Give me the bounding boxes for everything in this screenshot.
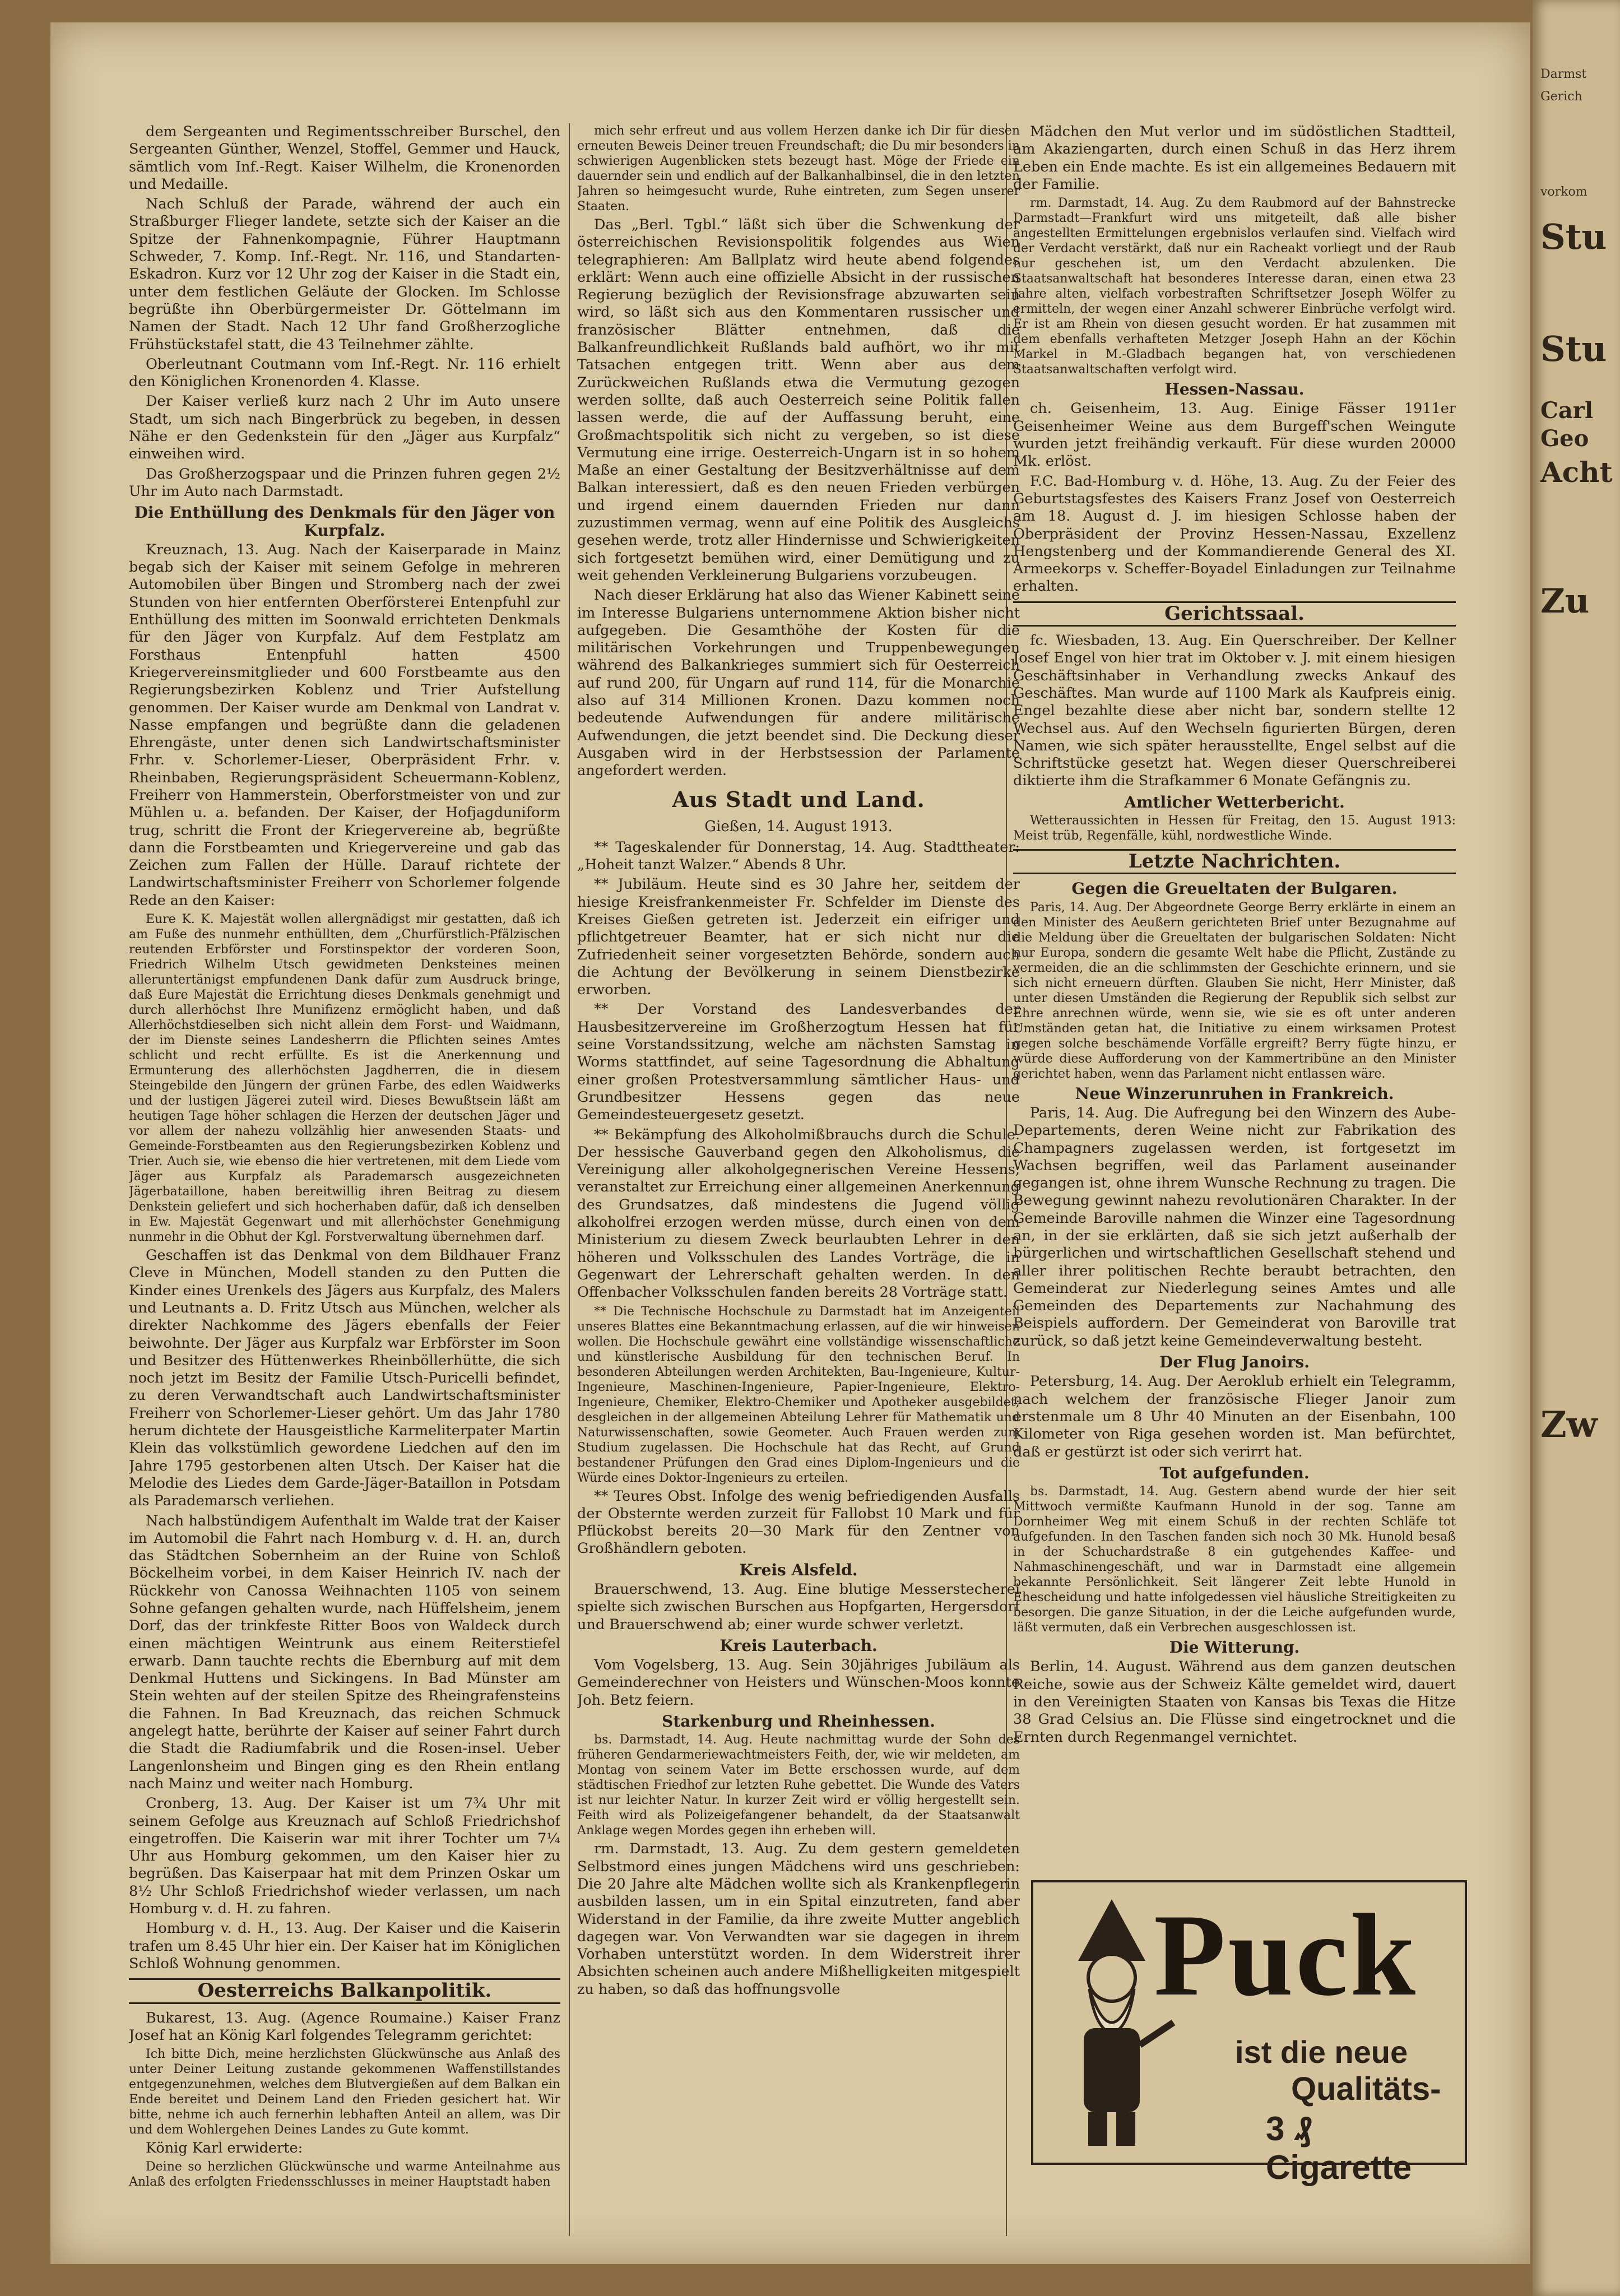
article-paragraph: mich sehr erfreut und aus vollem Herzen danke ich Dir für diesen erneuten Beweis Deiner treuen Freundschaft; die Du mir besonders in schwierigen Augenblicken stets bezeugt hast. Möge der Friede ein dauernder sein und endlich auf der Balkanhalbinsel, die in den letzten Jahren so heimgesucht wurde, Ruhe eintreten, zum Segen unserer Staaten.: [577, 124, 1020, 214]
article-subheading: Gegen die Greueltaten der Bulgaren.: [1071, 879, 1398, 898]
article-paragraph: Paris, 14. Aug. Die Aufregung bei den Winzern des Aube-Departements, deren Weine nicht zur Fabrikation des Champagners zugelassen werden, ist fortgesetzt im Wachsen begriffen, weil das Parlament auseinander gegangen ist, ohne ihrem Wunsche Rechnung zu tragen. Die Bewegung gewinnt nahezu revolutionären Charakter. In der Gemeinde Baroville nahmen die Winzer eine Tagesordnung an, in der sie erklärten, daß sie sich jetzt außerhalb der bürgerlichen und wirtschaftlichen Gesellschaft stehend und aller ihrer politischen Rechte beraubt betrachten, den Gemeinderat zur Niederlegung seines Amtes und alle Gemeinden des Departements zur Nachahmung des Beispiels auffordern. Der Gemeinderat von Baroville trat zurück, so daß jetzt keine Gemeindeverwaltung besteht.: [1013, 1104, 1456, 1349]
next-page-fragment: Stu: [1540, 216, 1607, 257]
article-paragraph: Nach Schluß der Parade, während der auch ein Straßburger Flieger landete, setzte sich der Kaiser an die Spitze der Fahnenkompagnie, Führer Hauptmann Schweder, 7. Komp. Inf.-Regt. Nr. 116, und Standarten-Eskadron. Kurz vor 12 Uhr zog der Kaiser in die Stadt ein, unter dem festlichen Geläute der Glocken. Im Schlosse begrüßte ihn Oberbürgermeister Dr. Göttelmann im Namen der Stadt. Nach 12 Uhr fand Großherzogliche Frühstückstafel statt, die 43 Teilnehmer zählte.: [129, 196, 560, 353]
section-heading: Oesterreichs Balkanpolitik.: [129, 1978, 560, 2003]
next-page-fragment: Zw: [1540, 1404, 1598, 1446]
article-paragraph: ch. Geisenheim, 13. Aug. Einige Fässer 1911er Geisenheimer Weine aus dem Burgeff'schen Weingute wurden jetzt freihändig verkauft. Für diese wurden 20000 Mk. erlöst.: [1013, 400, 1456, 470]
article-paragraph: Bukarest, 13. Aug. (Agence Roumaine.) Kaiser Franz Josef hat an König Karl folgendes Telegramm gerichtet:: [129, 2009, 560, 2044]
article-paragraph: Geschaffen ist das Denkmal von dem Bildhauer Franz Cleve in München, Modell standen zu den Putten die Kinder eines Urenkels des Jägers aus Kurpfalz, des Malers und Leutnants a. D. Fritz Utsch aus München, welcher als direkter Nachkomme des Jägers ebenfalls der Feier beiwohnte. Der Jäger aus Kurpfalz war Erbförster im Soon und Besitzer des Hüttenwerkes Rheinböllerhütte, die sich noch jetzt im Besitz der Familie Utsch-Puricelli befindet, zu deren Verwandtschaft auch Landwirtschaftsminister Freiherr von Schorlemer-Lieser gehört. Um das Jahr 1780 herum dichtete der Hausgeistliche Karmeliterpater Martin Klein das volkstümlich gewordene Liedchen auf den im Jahre 1795 gestorbenen alten Utsch. Der Kaiser hat die Melodie des Liedes dem Garde-Jäger-Bataillon in Potsdam als Parademarsch verliehen.: [129, 1247, 560, 1510]
article-paragraph: Mädchen den Mut verlor und im südöstlichen Stadtteil, am Akaziengarten, durch einen Schuß in das Herz ihrem Leben ein Ende machte. Es ist ein allgemeines Bedauern mit der Familie.: [1013, 123, 1456, 193]
article-paragraph: rm. Darmstadt, 13. Aug. Zu dem gestern gemeldeten Selbstmord eines jungen Mädchens wird uns geschrieben: Die 20 Jahre alte Mädchen wollte sich als Krankenpflegerin ausbilden lassen, um in ein Spital einzutreten, fand aber Widerstand in der Familie, da ihre zweite Mutter angeblich dagegen war. Von Verwandten war sie dagegen in ihrem Vorhaben unterstützt worden. In dem Widerstreit ihrer Absichten scheinen auch andere Mißhelligkeiten mitgespielt zu haben, so daß das hoffnungsvolle: [577, 1840, 1020, 1998]
article-paragraph: Nach dieser Erklärung hat also das Wiener Kabinett seine im Interesse Bulgariens unternommene Aktion bisher nicht aufgegeben. Die Gesamthöhe der Kosten für die militärischen Vorkehrungen und Truppenbewegungen während des Balkankrieges summiert sich für Oesterreich auf rund 200, für Ungarn auf rund 114, für die Monarchie also auf 314 Millionen Kronen. Dazu kommen noch bedeutende Aufwendungen für andere militärische Aufwendungen, die jetzt beendet sind. Die Deckung dieser Ausgaben wird in der Herbstsession der Parlamente angefordert werden.: [577, 587, 1020, 780]
ad-slogan: Qualitäts-: [1291, 2071, 1441, 2107]
article-paragraph: Petersburg, 14. Aug. Der Aeroklub erhielt ein Telegramm, nach welchem der französische Flieger Janoir zum erstenmale um 8 Uhr 40 Minuten an der Eisenbahn, 100 Kilometer von Riga gesehen worden ist. Man befürchtet, daß er gestürzt ist oder sich verirrt hat.: [1013, 1373, 1456, 1460]
article-paragraph: Homburg v. d. H., 13. Aug. Der Kaiser und die Kaiserin trafen um 8.45 Uhr hier ein. Der Kaiser hat im Königlichen Schloß Wohnung genommen.: [129, 1920, 560, 1972]
article-subheading: Hessen-Nassau.: [1164, 380, 1305, 399]
article-subheading: Neue Winzerunruhen in Frankreich.: [1075, 1084, 1394, 1103]
article-subheading: Der Flug Janoirs.: [1159, 1353, 1310, 1372]
section-heading: Aus Stadt und Land.: [672, 786, 925, 812]
next-page-fragment: vorkom: [1540, 185, 1587, 199]
next-page-fragment: Zu: [1540, 582, 1590, 621]
article-paragraph: Oberleutnant Coutmann vom Inf.-Regt. Nr. 116 erhielt den Königlichen Kronenorden 4. Klasse.: [129, 355, 560, 391]
ad-slogan: ist die neue: [1235, 2034, 1408, 2070]
dateline: Gießen, 14. August 1913.: [704, 818, 893, 835]
adjacent-page-edge: [1533, 0, 1620, 2296]
section-heading: Amtlicher Wetterbericht.: [1124, 792, 1345, 811]
article-paragraph: ** Jubiläum. Heute sind es 30 Jahre her, seitdem der hiesige Kreisfrankenmeister Fr. Schfelder im Dienste des Kreises Gießen getreten ist. Jederzeit ein eifriger und pflichtgetreuer Beamter, hat er sich nicht nur die Zufriedenheit seiner vorgesetzten Behörde, sondern auch die Achtung der Bevölkerung in seinem Dienstbezirke erworben.: [577, 876, 1020, 999]
article-subheading: Starkenburg und Rheinhessen.: [662, 1712, 935, 1731]
article-paragraph: Wetteraussichten in Hessen für Freitag, den 15. August 1913: Meist trüb, Regenfälle, kühl, nordwestliche Winde.: [1013, 814, 1456, 843]
column-rule: [569, 123, 570, 2236]
article-paragraph: Brauerschwend, 13. Aug. Eine blutige Messerstecherei spielte sich zwischen Burschen aus Hopfgarten, Hergersdorf und Brauerschwend ab; einer wurde schwer verletzt.: [577, 1581, 1020, 1633]
article-paragraph: Vom Vogelsberg, 13. Aug. Sein 30jähriges Jubiläum als Gemeinderechner von Heisters und Wünschen-Moos konnte Joh. Betz feiern.: [577, 1657, 1020, 1709]
column-2: [577, 123, 1020, 2236]
next-page-fragment: Acht: [1540, 456, 1613, 489]
next-page-fragment: Carl: [1540, 397, 1594, 424]
column-1: [129, 123, 560, 2236]
article-subheading: Kreis Lauterbach.: [720, 1636, 878, 1655]
article-paragraph: König Karl erwiderte:: [146, 2140, 303, 2157]
column-3: [1013, 123, 1456, 1872]
article-paragraph: ** Bekämpfung des Alkoholmißbrauchs durch die Schule. Der hessische Gauverband gegen den Alkoholismus, die Vereinigung aller alkoholgegnerischen Vereine Hessens, veranstaltet zur Erreichung einer allgemeinen Anerkennung des Grundsatzes, daß mindestens die Jugend völlig alkoholfrei erzogen werden müsse, durch einen von dem Ministerium zu diesem Zweck beurlaubten Lehrer in den höheren und Volksschulen des Landes Vorträge, die in Gegenwart der Lehrerschaft gehalten werden. In den Offenbacher Volksschulen fanden bereits 28 Vorträge statt.: [577, 1126, 1020, 1301]
article-paragraph: Paris, 14. Aug. Der Abgeordnete George Berry erklärte in einem an den Minister des Aeußern gerichteten Brief unter Bezugnahme auf die Meldung über die Greueltaten der bulgarischen Soldaten: Nicht nur Europa, sondern die gesamte Welt habe die Pflicht, Zustände zu vermeiden, die an die schlimmsten der Geschichte erinnern, und sie sich nicht erneuern dürften. Glauben Sie nicht, Herr Minister, daß unter diesen Umständen die Regierung der Republik sich selbst zur Ehre anrechnen würde, wenn sie, wie sie es oft unter anderen Umständen getan hat, die Initiative zu einem wirksamen Protest gegen solche beschämende Vorfälle ergreift? Berry fügte hinzu, er würde diese Aufforderung von der Kammertribüne an den Minister gerichtet haben, wenn das Parlament nicht entlassen wäre.: [1013, 900, 1456, 1081]
article-subheading: Die Enthüllung des Denkmals für den Jäger von Kurpfalz.: [134, 503, 555, 540]
next-page-fragment: Gerich: [1540, 90, 1582, 104]
article-paragraph: Cronberg, 13. Aug. Der Kaiser ist um 7¾ Uhr mit seinem Gefolge aus Kreuznach auf Schloß Friedrichshof eingetroffen. Die Kaiserin war mit ihrer Tochter um 7¼ Uhr aus Homburg gekommen, um den Kaiser hier zu begrüßen. Das Kaiserpaar hat mit dem Prinzen Oskar um 8½ Uhr Schloß Friedrichshof wieder verlassen, um nach Homburg v. d. H. zu fahren.: [129, 1795, 560, 1918]
article-paragraph: Das Großherzogspaar und die Prinzen fuhren gegen 2½ Uhr im Auto nach Darmstadt.: [129, 465, 560, 500]
section-heading: Gerichtssaal.: [1013, 601, 1456, 627]
article-paragraph: Deine so herzlichen Glückwünsche und warme Anteilnahme aus Anlaß des erfolgten Friedensschlusses in meiner Hauptstadt haben: [129, 2160, 560, 2190]
article-subheading: Die Witterung.: [1169, 1638, 1300, 1657]
section-heading: Letzte Nachrichten.: [1013, 849, 1456, 874]
next-page-fragment: Darmst: [1540, 67, 1587, 81]
cigarette-advertisement: [1031, 1880, 1467, 2186]
article-subheading: Kreis Alsfeld.: [739, 1560, 858, 1579]
next-page-fragment: Geo: [1540, 425, 1589, 452]
article-paragraph: bs. Darmstadt, 14. Aug. Heute nachmittag wurde der Sohn des früheren Gendarmeriewachtmeisters Feith, der, wie wir meldeten, am Montag von seinem Vater im Bette erschossen wurde, auf dem städtischen Friedhof zur letzten Ruhe gebettet. Die Wunde des Vaters ist nur leichter Natur. In kurzer Zeit wird er völlig hergestellt sein. Feith wird als Polizeigefangener behandelt, da der Staatsanwalt Anklage wegen Mordes gegen ihn erheben will.: [577, 1733, 1020, 1838]
article-paragraph: bs. Darmstadt, 14. Aug. Gestern abend wurde der hier seit Mittwoch vermißte Kaufmann Hunold in der sog. Tanne am Dornheimer Weg mit einem Schuß in der rechten Schläfe tot aufgefunden. In den Taschen fanden sich noch 30 Mk. Hunold besaß in der Schuchardstraße 8 ein gutgehendes Kaffee- und Nahmaschinengeschäft, und war in Darmstadt eine allgemein bekannte Persönlichkeit. Seit längerer Zeit lebte Hunold in Ehescheidung und hatte infolgedessen viel häusliche Streitigkeiten zu besorgen. Die ganze Situation, in der die Leiche aufgefunden wurde, läßt vermuten, daß ein Verbrechen ausgeschlossen ist.: [1013, 1485, 1456, 1635]
article-paragraph: Das „Berl. Tgbl.“ läßt sich über die Schwenkung der österreichischen Revisionspolitik folgendes aus Wien telegraphieren: Am Ballplatz wird heute abend folgendes erklärt: Wenn auch eine offizielle Absicht in der russischen Regierung bezüglich der Revisionsfrage abzuwarten sein wird, so läßt sich aus den Kommentaren russischer und französischer Blätter entnehmen, daß die Balkanfreundlichkeit Rußlands bald aufhört, wo ihr mit Tatsachen entgegen tritt. Wenn aber aus dem Zurückweichen Rußlands etwa die Vermutung gezogen werden sollte, daß auch Oesterreich seine Politik fallen lassen werde, die auf der Auffassung beruht, eine Großmachtspolitik sich nicht zu vergeben, so ist diese Vermutung eine irrige. Oesterreich-Ungarn ist in so hohem Maße an einer Gestaltung der Besitzverhältnisse auf dem Balkan interessiert, daß es den neuen Frieden verbürgen und irgend einem dauernden Frieden nur dann zuzustimmen vermag, wenn auf eine Politik des Ausgleichs gesehen werde, trotz aller Hindernisse und Schwierigkeiten sich fortgesetzt bemühen wird, einer Demütigung und zu weit gehenden Verkleinerung Bulgariens vorzubeugen.: [577, 216, 1020, 584]
article-paragraph: rm. Darmstadt, 14. Aug. Zu dem Raubmord auf der Bahnstrecke Darmstadt—Frankfurt wird uns mitgeteilt, daß alle bisher angestellten Ermittelungen ergebnislos verlaufen sind. Vielfach wird der Verdacht verstärkt, daß nur ein Racheakt vorliegt und der Raub nur geschehen ist, um den Verdacht abzulenken. Die Staatsanwaltschaft hat besonderes Interesse daran, einen etwa 23 Jahre alten, vielfach vorbestraften Schriftsetzer Joseph Wölfer zu ermitteln, der wegen einer Anzahl schwerer Einbrüche verfolgt wird. Er ist am Rhein von diesen gesucht worden. Er hat zusammen mit dem ebenfalls verhafteten Metzger Joseph Hahn an der Köchin Markel in M.-Gladbach begangen hat, von verschiedenen Staatsanwaltschaften verfolgt wird.: [1013, 196, 1456, 377]
article-paragraph: fc. Wiesbaden, 13. Aug. Ein Querschreiber. Der Kellner Josef Engel von hier trat im Oktober v. J. mit einem hiesigen Geschäftsinhaber in Verhandlung zwecks Ankauf des Geschäftes. Man wurde auf 1100 Mark als Kaufpreis einig. Engel bezahlte diese aber nicht bar, sondern stellte 12 Wechsel aus. Auf den Wechseln figurierten Bürgen, deren Namen, wie sich später herausstellte, Engel selbst auf die Schriftstücke gesetzt hat. Wegen dieser Querschreiberei diktierte ihm die Strafkammer 6 Monate Gefängnis zu.: [1013, 632, 1456, 790]
article-paragraph: dem Sergeanten und Regimentsschreiber Burschel, den Sergeanten Günther, Wenzel, Stoffel, Gemmer und Hauck, sämtlich vom Inf.-Regt. Kaiser Wilhelm, die Kronenorden und Medaille.: [129, 123, 560, 193]
article-paragraph: ** Die Technische Hochschule zu Darmstadt hat im Anzeigenteil unseres Blattes eine Bekanntmachung erlassen, auf die wir hinweisen wollen. Die Hochschule gewährt eine vollständige wissenschaftliche und künstlerische Ausbildung für den technischen Beruf. In besonderen Abteilungen werden Architekten, Bau-Ingenieure, Kultur-Ingenieure, Maschinen-Ingenieure, Papier-Ingenieure, Elektro-Ingenieure, Chemiker, Elektro-Chemiker und Apotheker ausgebildet; desgleichen in der allgemeinen Abteilung Lehrer für Mathematik und Naturwissenschaften, sowie Geometer. Auch Frauen werden zum Studium zugelassen. Die Hochschule hat das Recht, auf Grund bestandener Prüfungen den Grad eines Diplom-Ingenieurs und die Würde eines Doktor-Ingenieurs zu erteilen.: [577, 1304, 1020, 1485]
article-paragraph: Der Kaiser verließ kurz nach 2 Uhr im Auto unsere Stadt, um sich nach Bingerbrück zu begeben, in dessen Nähe er den Gedenkstein für den „Jäger aus Kurpfalz“ einweihen wird.: [129, 393, 560, 463]
article-paragraph: ** Teures Obst. Infolge des wenig befriedigenden Ausfalls der Obsternte werden zurzeit für Fallobst 10 Mark und für Pflückobst bereits 20—30 Mark für den Zentner von Großhändlern geboten.: [577, 1487, 1020, 1557]
article-paragraph: Berlin, 14. August. Während aus dem ganzen deutschen Reiche, sowie aus der Schweiz Kälte gemeldet wird, dauert in den Vereinigten Staaten von Kansas bis Texas die Hitze 38 Grad Celsius an. Die Flüsse sind eingetrocknet und die Ernten durch Regenmangel vernichtet.: [1013, 1658, 1456, 1746]
article-paragraph: Kreuznach, 13. Aug. Nach der Kaiserparade in Mainz begab sich der Kaiser mit seinem Gefolge in mehreren Automobilen über Bingen und Stromberg nach der zwei Stunden von hier entfernten Oberförsterei Entenpfuhl zur Enthüllung des mitten im Soonwald errichteten Denkmals für den Jäger von Kurpfalz. Auf dem Festplatz am Forsthaus Entenpfuhl hatten 4500 Kriegervereinsmitglieder und 600 Forstbeamte aus den Regierungsbezirken Koblenz und Trier Aufstellung genommen. Der Kaiser wurde am Denkmal von Landrat v. Nasse empfangen und begrüßte dann die geladenen Ehrengäste, unter denen sich Landwirtschaftsminister Frhr. v. Schorlemer-Lieser, Oberpräsident Frhr. v. Rheinbaben, Regierungspräsident Scheuermann-Koblenz, Freiherr von Hammerstein, Oberforstmeister von und zur Mühlen u. a. befanden. Der Kaiser, der Hofjagduniform trug, schritt die Front der Kriegervereine ab, begrüßte dann die Forstbeamten und Kriegervereine und gab das Zeichen zum Fallen der Hülle. Darauf richtete der Landwirtschaftsminister Freiherr von Schorlemer folgende Rede an den Kaiser:: [129, 541, 560, 909]
article-paragraph: F.C. Bad-Homburg v. d. Höhe, 13. Aug. Zu der Feier des Geburtstagsfestes des Kaisers Franz Josef von Oesterreich am 18. August d. J. im hiesigen Schlosse haben der Oberpräsident der Provinz Hessen-Nassau, Exzellenz Hengstenberg und der Kommandierende General des XI. Armeekorps v. Scheffer-Boyadel Einladungen zur Teilnahme erhalten.: [1013, 472, 1456, 595]
article-paragraph: ** Tageskalender für Donnerstag, 14. Aug. Stadttheater: „Hoheit tanzt Walzer.“ Abends 8 Uhr.: [577, 838, 1020, 874]
ad-slogan: 3 ₰ Cigarette: [1266, 2110, 1412, 2186]
article-paragraph: Ich bitte Dich, meine herzlichsten Glückwünsche aus Anlaß des unter Deiner Leitung zustande gekommenen Waffenstillstandes entgegenzunehmen, welches dem Blutvergießen auf dem Balkan ein Ende bereitet und Deinem Land den Frieden gesichert hat. Wir bitte, nehme ich auch fernerhin lebhaften Anteil an allem, was Dir und dem Wohlergehen Deines Landes zu Gute kommt.: [129, 2047, 560, 2137]
article-paragraph: Nach halbstündigem Aufenthalt im Walde trat der Kaiser im Automobil die Fahrt nach Homburg v. d. H. an, durch das Städtchen Sobernheim an der Ruine von Schloß Böckelheim vorbei, in dem Kaiser Heinrich IV. nach der Rückkehr von Canossa Weihnachten 1105 von seinem Sohne gefangen gehalten wurde, nach Hüffelsheim, jenem Dorf, das der trinkfeste Ritter Boos von Waldeck durch einen mächtigen Weintrunk aus einem Reiterstiefel erwarb. Dann tauchte rechts die Ebernburg auf mit dem Denkmal Huttens und Sickingens. In Bad Münster am Stein wehten auf der steilen Spitze des Rheingrafensteins die Fahnen. In Bad Kreuznach, das reichen Schmuck angelegt hatte, berührte der Kaiser auf seiner Fahrt durch die Stadt die Radiumfabrik und die Rosen-insel. Ueber Langenlonsheim und Bingen ging es den Rhein entlang nach Mainz und weiter nach Homburg.: [129, 1512, 560, 1792]
article-paragraph: ** Der Vorstand des Landesverbandes der Hausbesitzervereine im Großherzogtum Hessen hat für seine Vorstandssitzung, welche am nächsten Samstag in Worms stattfindet, auf seine Tagesordnung die Abhaltung einer großen Protestversammlung sämtlicher Haus- und Grundbesitzer Hessens gegen das neue Gemeindesteuergesetz gesetzt.: [577, 1001, 1020, 1124]
article-subheading: Tot aufgefunden.: [1159, 1463, 1310, 1482]
ad-brand-name: Puck: [1154, 1890, 1418, 2020]
article-paragraph: Eure K. K. Majestät wollen allergnädigst mir gestatten, daß ich am Fuße des nunmehr enthüllten, dem „Churfürstlich-Pfälzischen reutenden Erbförster und Forstinspektor der vorderen Soon, Friedrich Wilhelm Utsch gewidmeten Denksteines meinen alleruntertänigst empfundenen Dank dafür zum Ausdruck bringe, daß Eure Majestät die Errichtung dieses Denkmals genehmigt und durch allerhöchst Ihre Munifizenz ermöglicht haben, und daß Allerhöchstdieselben sich nicht allein dem Forst- und Waidmann, der im Dienste seines Landesherrn die Pflichten seines Amtes schlicht und recht erfüllte. Es ist die Anerkennung und Ermunterung des allerhöchsten Jagdherren, die in diesem Steingebilde den Jüngern der grünen Farbe, des edlen Waidwerks und der lustigen Jägerei zuteil wird. Dieses Bewußtsein läßt am heutigen Tage höher schlagen die Herzen der deutschen Jäger und vor allem der nahezu vollzählig hier anwesenden Staats- und Gemeinde-Forstbeamten aus den Regierungsbezirken Koblenz und Trier. Auch sie, wie ebenso die hier vertretenen, mit dem Liede vom Jäger aus Kurpfalz als Parademarsch ausgezeichneten Jägerbataillone, haben bereitwillig ihren Beitrag zu diesem Denkstein geliefert und sich hocherhaben dafür, daß ich denselben in Ew. Majestät Gegenwart und mit allerhöchster Genehmigung nunmehr in die Obhut der Kgl. Forstverwaltung übernehmen darf.: [129, 912, 560, 1245]
next-page-fragment: Stu: [1540, 328, 1607, 369]
